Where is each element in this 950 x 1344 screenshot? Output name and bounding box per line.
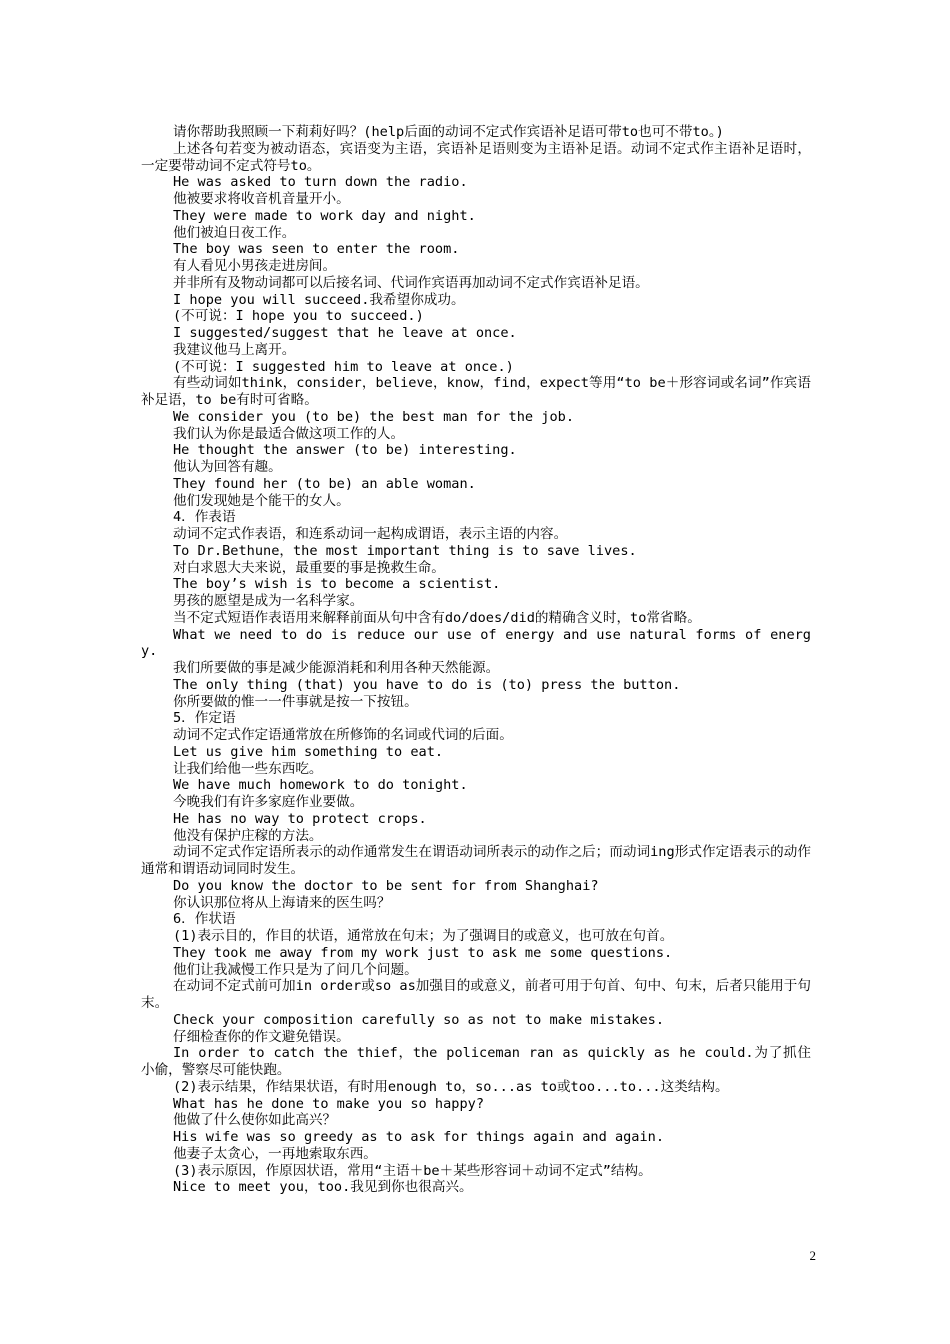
text-line: 你所要做的惟一一件事就是按一下按钮。 [173, 693, 418, 710]
text-line: 当不定式短语作表语用来解释前面从句中含有do/does/did的精确含义时，to常省略。 [173, 609, 701, 626]
text-line: What we need to do is reduce our use of energy and use natural forms of energy. [141, 626, 811, 660]
text-line: 他妻子太贪心，一再地索取东西。 [173, 1145, 377, 1162]
text-line: 仔细检查你的作文避免错误。 [173, 1028, 350, 1045]
text-line: The boy’s wish is to become a scientist. [173, 576, 501, 593]
text-line: 他们让我减慢工作只是为了问几个问题。 [173, 961, 418, 978]
text-line: I hope you will succeed.我希望你成功。 [173, 291, 465, 308]
text-line: 他们被迫日夜工作。 [173, 224, 296, 241]
text-line: 6．作状语 [173, 911, 236, 928]
text-line: 我们认为你是最适合做这项工作的人。 [173, 425, 405, 442]
text-line: 我们所要做的事是减少能源消耗和利用各种天然能源。 [173, 660, 500, 676]
text-line: 他认为回答有趣。 [173, 459, 282, 475]
text-line: They were made to work day and night. [173, 207, 476, 224]
text-line: Nice to meet you，too.我见到你也很高兴。 [173, 1179, 473, 1196]
text-line: 有人看见小男孩走进房间。 [173, 258, 337, 274]
text-line: 男孩的愿望是成为一名科学家。 [173, 593, 364, 609]
text-line: To Dr.Bethune，the most important thing is to save lives. [173, 542, 637, 559]
text-line: What has he done to make you so happy? [173, 1095, 484, 1112]
text-line: (不可说：I suggested him to leave at once.) [173, 358, 514, 375]
text-line: 动词不定式作定语通常放在所修饰的名词或代词的后面。 [173, 727, 513, 743]
text-line: 他做了什么使你如此高兴？ [173, 1112, 337, 1129]
text-line: 你认识那位将从上海请来的医生吗？ [173, 894, 391, 911]
text-line: Do you know the doctor to be sent for from Shanghai? [173, 877, 599, 894]
text-line: 对白求恩大夫来说，最重要的事是挽救生命。 [173, 559, 445, 576]
text-line: 有些动词如think，consider，believe，know，find，expect等用“to be＋形容词或名词”作宾语补足语，to be有时可省略。 [141, 375, 811, 408]
text-line: 5．作定语 [173, 710, 236, 727]
text-line: 他们发现她是个能干的女人。 [173, 492, 350, 509]
text-line: We consider you (to be) the best man for the job. [173, 408, 575, 425]
text-line: We have much homework to do tonight. [173, 777, 468, 794]
text-line: 4．作表语 [173, 509, 236, 526]
text-line: I suggested/suggest that he leave at once. [173, 325, 517, 341]
text-line: (1)表示目的，作目的状语，通常放在句末；为了强调目的或意义，也可放在句首。 [173, 928, 674, 944]
text-line: (不可说：I hope you to succeed.) [173, 308, 424, 325]
page-number: 2 [809, 1248, 816, 1263]
text-line: He has no way to protect crops. [173, 810, 427, 827]
text-line: 请你帮助我照顾一下莉莉好吗？(help后面的动词不定式作宾语补足语可带to也可不带to。) [173, 124, 724, 140]
text-line: The only thing (that) you have to do is (to) press the button. [173, 676, 681, 693]
text-line: The boy was seen to enter the room. [173, 241, 460, 258]
text-line: 他没有保护庄稼的方法。 [173, 827, 323, 844]
text-line: Let us give him something to eat. [173, 743, 444, 760]
text-line: 让我们给他一些东西吃。 [173, 760, 323, 777]
text-line: 动词不定式作定语所表示的动作通常发生在谓语动词所表示的动作之后；而动词ing形式作定语表示的动作通常和谓语动词同时发生。 [141, 844, 811, 877]
text-line: Check your composition carefully so as not to make mistakes. [173, 1011, 665, 1028]
text-line: They took me away from my work just to ask me some questions. [173, 944, 673, 961]
text-line: In order to catch the thief，the policeman ran as quickly as he could.为了抓住小偷，警察尽可能快跑。 [141, 1045, 811, 1078]
text-line: 在动词不定式前可加in order或so as加强目的或意义，前者可用于句首、句中、句末，后者只能用于句末。 [141, 978, 811, 1011]
text-line: 上述各句若变为被动语态，宾语变为主语，宾语补足语则变为主语补足语。动词不定式作主语补足语时，一定要带动词不定式符号to。 [141, 140, 811, 174]
text-line: (3)表示原因，作原因状语，常用“主语＋be＋某些形容词＋动词不定式”结构。 [173, 1162, 652, 1179]
text-line: 今晚我们有许多家庭作业要做。 [173, 794, 364, 810]
document-body [141, 124, 811, 1196]
text-line: They found her (to be) an able woman. [173, 475, 476, 492]
text-line: His wife was so greedy as to ask for things again and again. [173, 1129, 665, 1145]
text-line: 并非所有及物动词都可以后接名词、代词作宾语再加动词不定式作宾语补足语。 [173, 274, 649, 291]
text-line: 他被要求将收音机音量开小。 [173, 191, 350, 207]
text-line: 我建议他马上离开。 [173, 341, 296, 358]
text-line: He was asked to turn down the radio. [173, 174, 468, 191]
text-line: 动词不定式作表语，和连系动词一起构成谓语，表示主语的内容。 [173, 526, 568, 542]
text-line: (2)表示结果，作结果状语，有时用enough to，so...as to或too...to...这类结构。 [173, 1078, 729, 1095]
text-line: He thought the answer (to be) interesting. [173, 442, 517, 459]
